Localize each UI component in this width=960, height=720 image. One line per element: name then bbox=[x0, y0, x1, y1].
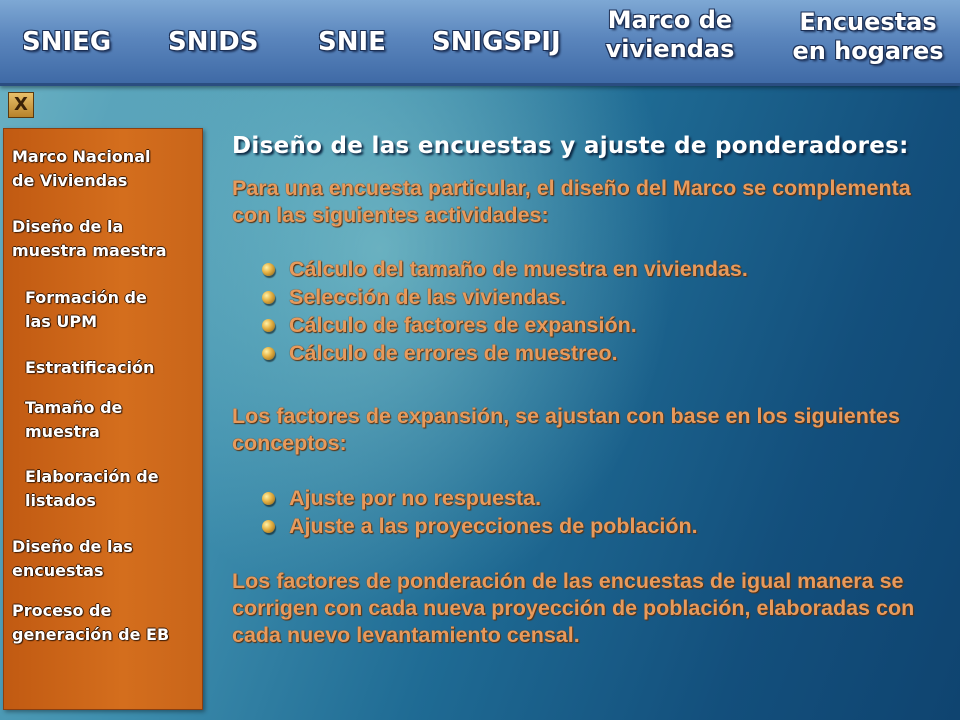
page-title: Diseño de las encuestas y ajuste de ponderadores: bbox=[232, 133, 909, 159]
sidebar-item-label-line1: Tamaño de bbox=[25, 398, 123, 417]
nav-item-marco-de-viviendas[interactable] bbox=[600, 6, 740, 64]
sidebar-item-label-line2: las UPM bbox=[25, 312, 98, 331]
nav-item-label-line2: en hogares bbox=[792, 36, 944, 65]
sidebar-item-label-line1: Elaboración de bbox=[25, 467, 159, 486]
list-item bbox=[260, 283, 920, 311]
sidebar-item-estratificacion[interactable] bbox=[25, 356, 154, 380]
bullet-icon bbox=[262, 347, 275, 360]
sidebar-item-label-line2: muestra bbox=[25, 422, 100, 441]
sidebar-item-label-line1: Formación de bbox=[25, 288, 147, 307]
bullet-icon bbox=[262, 319, 275, 332]
sidebar-item-tamano-muestra[interactable] bbox=[25, 396, 122, 444]
list-item-text: Cálculo de errores de muestreo. bbox=[289, 341, 618, 365]
list-item-text: Cálculo del tamaño de muestra en viviendas. bbox=[289, 257, 748, 281]
nav-item-snieg[interactable]: SNIEG bbox=[22, 27, 112, 57]
factors-intro-paragraph: Los factores de expansión, se ajustan con base en los siguientes conceptos: bbox=[232, 404, 900, 455]
list-item-text: Selección de las viviendas. bbox=[289, 285, 567, 309]
sidebar-item-label-line2: muestra maestra bbox=[12, 241, 167, 260]
nav-item-snie[interactable]: SNIE bbox=[318, 27, 386, 57]
close-glyph: X bbox=[14, 94, 28, 115]
bullet-icon bbox=[262, 291, 275, 304]
list-item-text: Cálculo de factores de expansión. bbox=[289, 313, 637, 337]
bullet-icon bbox=[262, 492, 275, 505]
intro-paragraph: Para una encuesta particular, el diseño del Marco se complementa con las siguientes actividades: bbox=[232, 176, 911, 227]
nav-item-label-line2: viviendas bbox=[605, 34, 735, 63]
sidebar-item-diseno-encuestas[interactable] bbox=[12, 535, 133, 583]
nav-item-snigspij[interactable]: SNIGSPIJ bbox=[432, 27, 561, 57]
nav-item-encuestas-en-hogares[interactable] bbox=[788, 8, 948, 66]
sidebar-item-label-line2: listados bbox=[25, 491, 96, 510]
bullet-icon bbox=[262, 520, 275, 533]
activities-list bbox=[260, 255, 920, 367]
sidebar-item-formacion-upm[interactable] bbox=[25, 286, 147, 334]
nav-item-label-line1: Marco de bbox=[607, 6, 733, 34]
list-item bbox=[260, 255, 920, 283]
sidebar-item-label-line1: Marco Nacional bbox=[12, 147, 151, 166]
sidebar-item-label-line1: Proceso de bbox=[12, 601, 112, 620]
sidebar-item-label-line1: Diseño de las bbox=[12, 537, 133, 556]
sidebar-item-proceso-generacion-eb[interactable] bbox=[12, 599, 169, 647]
nav-item-snids[interactable]: SNIDS bbox=[168, 27, 259, 57]
top-navigation-bar bbox=[0, 0, 960, 86]
list-item-text: Ajuste por no respuesta. bbox=[289, 486, 542, 510]
sidebar-item-elaboracion-listados[interactable] bbox=[25, 465, 159, 513]
sidebar-item-label-line2: de Viviendas bbox=[12, 171, 128, 190]
list-item bbox=[260, 484, 920, 512]
sidebar bbox=[3, 128, 203, 710]
list-item-text: Ajuste a las proyecciones de población. bbox=[289, 514, 698, 538]
closing-paragraph: Los factores de ponderación de las encuestas de igual manera se corrigen con cada nueva proyección de población, elaboradas con cada nuevo levantamiento censal. bbox=[232, 569, 915, 647]
bullet-icon bbox=[262, 263, 275, 276]
sidebar-item-diseno-muestra-maestra[interactable] bbox=[12, 215, 167, 263]
sidebar-item-marco-nacional[interactable] bbox=[12, 145, 150, 193]
nav-item-label-line1: Encuestas bbox=[799, 8, 937, 36]
close-icon[interactable] bbox=[8, 92, 34, 118]
sidebar-item-label-line2: generación de EB bbox=[12, 625, 170, 644]
sidebar-item-label-line1: Diseño de la bbox=[12, 217, 124, 236]
list-item bbox=[260, 512, 920, 540]
sidebar-item-label-line1: Estratificación bbox=[25, 358, 155, 377]
list-item bbox=[260, 311, 920, 339]
list-item bbox=[260, 339, 920, 367]
sidebar-item-label-line2: encuestas bbox=[12, 561, 104, 580]
adjustments-list bbox=[260, 484, 920, 540]
